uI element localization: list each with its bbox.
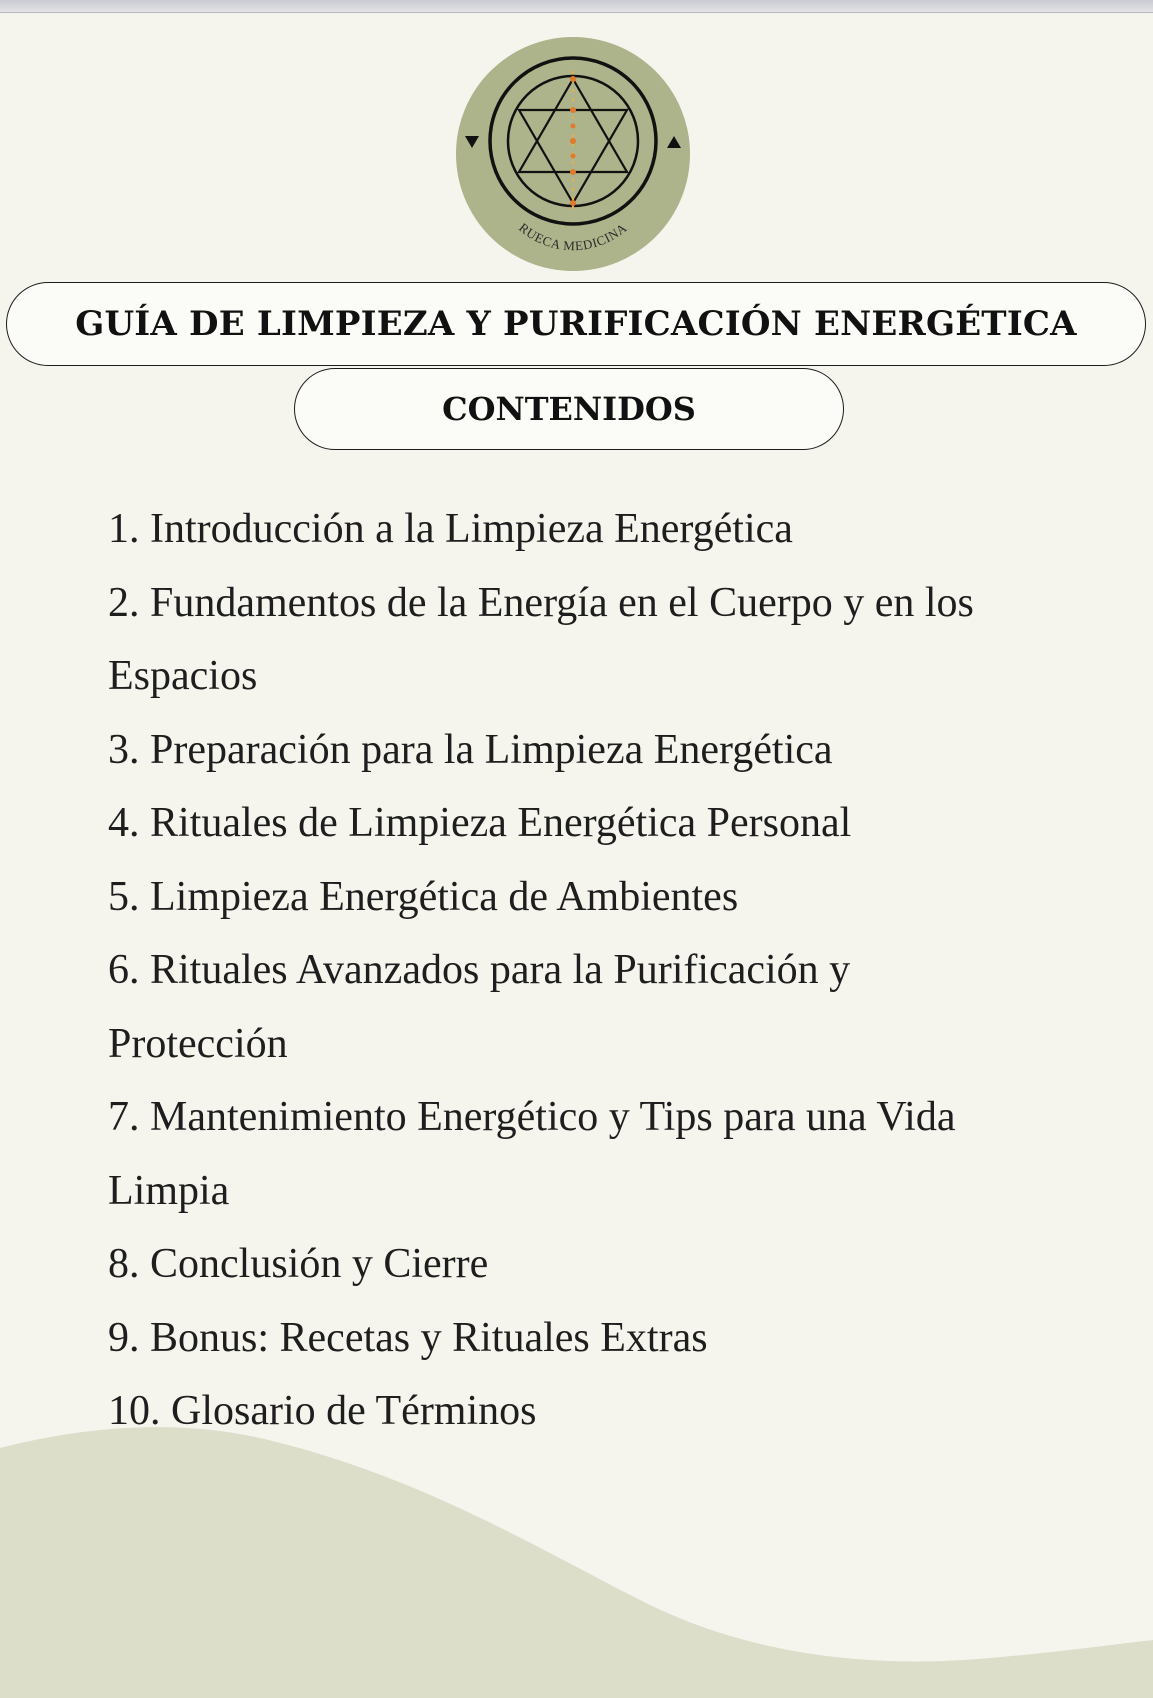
toc-item-8: 8. Conclusión y Cierre [108, 1241, 489, 1287]
window-top-bar [0, 0, 1153, 13]
guide-title-banner [6, 282, 1146, 366]
logo-text: RUECA MEDICINA [516, 219, 630, 254]
toc-item-7: 7. Mantenimiento Energético y Tips para una Vida Limpia [108, 1094, 956, 1214]
table-of-contents [108, 493, 1028, 1449]
contents-banner [294, 368, 844, 450]
toc-item-5: 5. Limpieza Energética de Ambientes [108, 873, 739, 920]
contents-heading: CONTENIDOS [442, 390, 696, 428]
guide-title: GUÍA DE LIMPIEZA Y PURIFICACIÓN ENERGÉTICA [75, 304, 1077, 344]
toc-item-2: 2. Fundamentos de la Energía en el Cuerpo y en los Espacios [108, 579, 974, 699]
toc-item-6: 6. Rituales Avanzados para la Purificación y Protección [108, 947, 851, 1067]
toc-item-9: 9. Bonus: Recetas y Rituales Extras [108, 1314, 708, 1361]
toc-item-1: 1. Introducción a la Limpieza Energética [108, 506, 793, 552]
decorative-wave [0, 1400, 1153, 1698]
toc-item-10: 10. Glosario de Términos [108, 1388, 537, 1434]
toc-item-4: 4. Rituales de Limpieza Energética Personal [108, 800, 852, 846]
toc-item-3: 3. Preparación para la Limpieza Energética [108, 726, 833, 773]
rueca-medicina-logo [455, 36, 691, 272]
